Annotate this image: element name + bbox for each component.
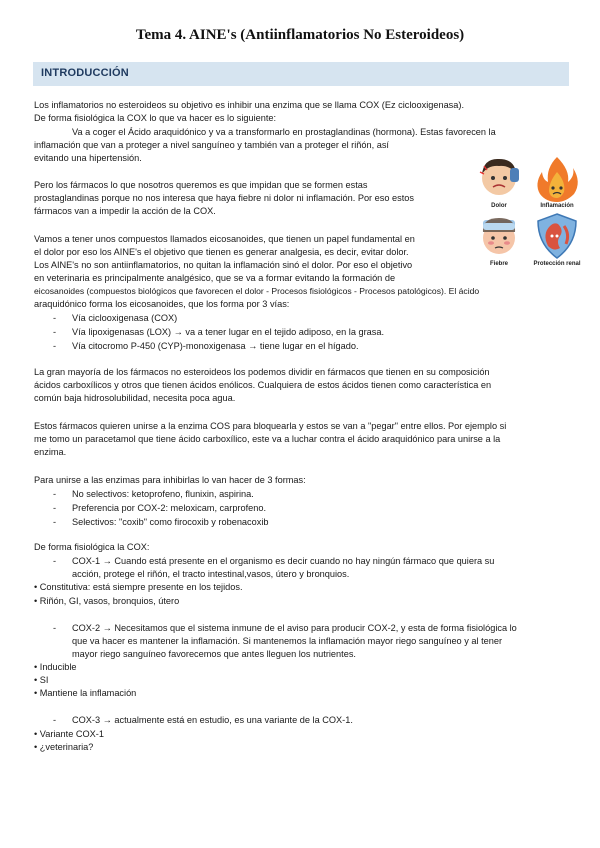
list-dash: - (53, 489, 57, 499)
list-item: Vía ciclooxigenasa (COX) (72, 313, 178, 323)
list-item: Vía lipoxigenasas (LOX) → va a tener lugar en el tejido adiposo, en la grasa. (72, 327, 385, 337)
paragraph-line: enzima. (34, 447, 67, 457)
pain-figure (470, 152, 528, 210)
paragraph-line: Los AINE's no son antiinflamatorios, no quitan la inflamación sinó el dolor. Por eso el objetivo (34, 260, 413, 270)
kidney-protection-figure (528, 210, 586, 268)
bullet-item: • Mantiene la inflamación (34, 688, 137, 698)
paragraph-line: ácidos carboxílicos y otros que tienen ácidos enólicos. Cualquiera de estos ácidos tienen como característica en (34, 380, 492, 390)
list-dash: - (53, 715, 57, 725)
list-item: mayor riego sanguíneo favorecemos que antes lleguen los nutrientes. (72, 649, 356, 659)
list-item: No selectivos: ketoprofeno, flunixin, aspirina. (72, 489, 254, 499)
list-dash: - (53, 503, 57, 513)
symptoms-illustration (470, 152, 586, 268)
paragraph-line: Va a coger el Ácido araquidónico y va a transformarlo en prostaglandinas (hormona). Estas favorecen la (72, 127, 496, 137)
fever-face-icon (470, 210, 528, 268)
list-dash: - (53, 313, 57, 323)
inflammation-figure (528, 152, 586, 210)
bullet-item: • Constitutiva: está siempre presente en los tejidos. (34, 582, 243, 592)
paragraph-line: De forma fisiológica la COX lo que va hacer es lo siguiente: (34, 113, 277, 123)
page-title: Tema 4. AINE's (Antiinflamatorios No Esteroideos) (135, 27, 465, 43)
paragraph-line: el dolor por eso los AINE's el objetivo que tienen es generar analgesia, es decir, evitar dolor. (34, 247, 409, 257)
list-item: que va hacer es mantener la inflamación. Si mantenemos la inflamación mayor riego sanguíneo y al tener (72, 636, 503, 646)
section-header-bar (33, 62, 569, 86)
paragraph-line: común baja hidrosolubilidad, necesita poca agua. (34, 393, 236, 403)
paragraph-line: La gran mayoría de los fármacos no esteroideos los podemos dividir en fármacos que tienen en su composición (34, 367, 490, 377)
list-dash: - (53, 341, 57, 351)
list-item: COX-2 → Necesitamos que el sistema inmune de el aviso para producir COX-2, y esta de forma fisiológica lo (72, 623, 517, 633)
paragraph-line: Para unirse a las enzimas para inhibirlas lo van hacer de 3 formas: (34, 475, 306, 485)
list-item: Selectivos: "coxib" como firocoxib y robenacoxib (72, 517, 269, 527)
bullet-item: • SI (34, 675, 49, 685)
list-item: Vía citocromo P-450 (CYP)-monoxigenasa → tiene lugar en el hígado. (72, 341, 359, 351)
bullet-item: • ¿veterinaria? (34, 742, 94, 752)
paragraph-line: Pero los fármacos lo que nosotros queremos es que impidan que se formen estas (34, 180, 368, 190)
fever-figure (470, 210, 528, 268)
paragraph-line: Vamos a tener unos compuestos llamados eicosanoides, que tienen un papel fundamental en (34, 234, 415, 244)
paragraph-line: evitando una hipertensión. (34, 153, 142, 163)
paragraph-line: me tomo un paracetamol que tiene ácido carboxílico, este va a luchar contra el ácido araquidónico para unirse a la (34, 434, 501, 444)
bullet-item: • Variante COX-1 (34, 729, 104, 739)
bullet-item: • Riñón, GI, vasos, bronquios, útero (34, 596, 180, 606)
illustration-caption: Inflamación (540, 203, 574, 209)
flame-icon (528, 152, 586, 210)
illustration-caption: Fiebre (489, 261, 508, 267)
illustration-caption: Protección renal (533, 261, 581, 267)
paragraph-line: prostaglandinas porque no nos interesa que haya fiebre ni dolor ni inflamación. Por eso estos (34, 193, 414, 203)
paragraph-line: inflamación que van a proteger a nivel sanguíneo y también van a proteger el riñón, así (34, 140, 389, 150)
paragraph-line: De forma fisiológica la COX: (34, 542, 150, 552)
paragraph-line: araquidónico forma los eicosanoides, que los forma por 3 vías: (34, 299, 290, 309)
paragraph-line: fármacos van a impedir la acción de la COX. (34, 206, 216, 216)
pain-face-icon (470, 152, 528, 210)
paragraph-line: eicosanoides (compuestos biológicos que favorecen el dolor - Procesos fisiológicos - Procesos patológicos). El ácido (34, 286, 480, 296)
list-dash: - (53, 623, 57, 633)
list-item: acción, protege el riñón, el tracto intestinal,vasos, útero y bronquios. (72, 569, 350, 579)
list-item: COX-1 → Cuando está presente en el organismo es decir cuando no hay ningún fármaco que quiera su (72, 556, 495, 566)
list-item: Preferencia por COX-2: meloxicam, carprofeno. (72, 503, 267, 513)
list-dash: - (53, 327, 57, 337)
illustration-caption: Dolor (491, 203, 507, 209)
list-dash: - (53, 517, 57, 527)
list-item: COX-3 → actualmente está en estudio, es una variante de la COX-1. (72, 715, 353, 725)
section-title: INTRODUCCIÓN (41, 67, 129, 79)
list-dash: - (53, 556, 57, 566)
bullet-item: • Inducible (34, 662, 77, 672)
kidney-shield-icon (528, 210, 586, 268)
paragraph-line: Los inflamatorios no esteroideos su objetivo es inhibir una enzima que se llama COX (Ez ciclooxigenasa). (34, 100, 464, 110)
paragraph-line: en veterinaria es principalmente analgésico, que se va a formar evitando la formación de (34, 273, 396, 283)
paragraph-line: Estos fármacos quieren unirse a la enzima COS para bloquearla y estos se van a "pegar" entre ellos. Por ejemplo si (34, 421, 507, 431)
